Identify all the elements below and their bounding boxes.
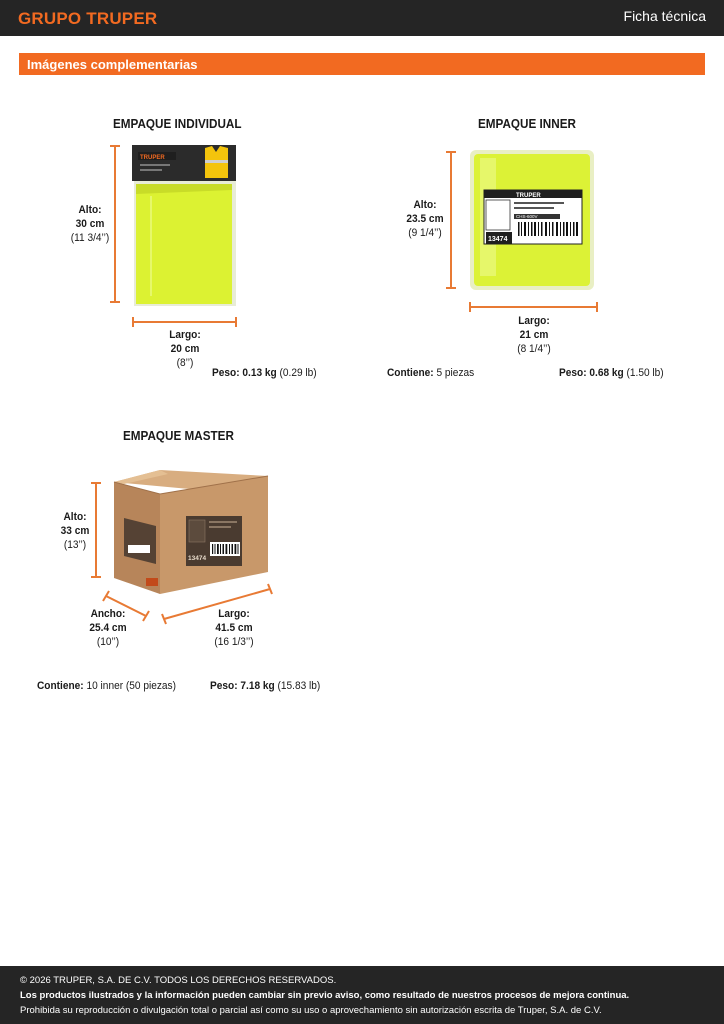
individual-peso-metric: 0.13 kg — [242, 367, 277, 379]
master-peso-imperial: (15.83 lb) — [277, 680, 321, 692]
individual-peso-label: Peso: — [212, 367, 240, 379]
master-contiene-label: Contiene: — [37, 680, 84, 692]
master-alto-label: Alto: — [63, 511, 87, 523]
master-largo-imperial: (16 1/3’’) — [214, 636, 254, 648]
individual-alto — [64, 203, 116, 245]
master-largo-metric: 41.5 cm — [215, 622, 253, 634]
individual-package-title: EMPAQUE INDIVIDUAL — [113, 116, 242, 131]
inner-contiene-label: Contiene: — [387, 367, 434, 379]
inner-label-code: 13474 — [488, 236, 508, 243]
document-type: Ficha técnica — [623, 8, 706, 24]
individual-alto-metric: 30 cm — [75, 218, 105, 230]
footer-legal: Prohibida su reproducción o divulgación total o parcial así como su uso o aprovechamiento sin autorización escrita de Truper, S.A. de C.V. — [20, 1005, 602, 1016]
individual-peso-imperial: (0.29 lb) — [279, 367, 317, 379]
footer — [0, 966, 724, 1024]
section-title: Imágenes complementarias — [27, 57, 198, 72]
inner-largo-label: Largo: — [518, 315, 550, 327]
inner-peso-imperial: (1.50 lb) — [626, 367, 664, 379]
master-alto — [48, 510, 101, 552]
individual-largo-dimension-line — [133, 317, 236, 327]
master-contiene-value: 10 inner (50 piezas) — [86, 680, 176, 692]
inner-alto-label: Alto: — [413, 199, 437, 211]
master-largo-label: Largo: — [218, 608, 250, 620]
master-package-title: EMPAQUE MASTER — [123, 428, 234, 443]
inner-peso-metric: 0.68 kg — [589, 367, 624, 379]
inner-alto-imperial: (9 1/4’’) — [408, 227, 442, 239]
footer-copyright: © 2026 TRUPER, S.A. DE C.V. TODOS LOS DERECHOS RESERVADOS. — [20, 975, 337, 986]
inner-largo — [505, 314, 562, 356]
inner-alto-metric: 23.5 cm — [406, 213, 444, 225]
inner-contiene — [387, 367, 474, 379]
inner-alto — [398, 198, 451, 240]
inner-label-brand: TRUPER — [516, 193, 541, 199]
inner-largo-metric: 21 cm — [519, 329, 549, 341]
inner-package-title: EMPAQUE INNER — [478, 116, 576, 131]
master-box-image — [114, 470, 268, 594]
master-ancho-label: Ancho: — [90, 608, 126, 620]
master-alto-imperial: (13’’) — [63, 539, 87, 551]
inner-package-image — [470, 150, 594, 290]
inner-largo-imperial: (8 1/4’’) — [517, 343, 551, 355]
individual-package-image — [132, 145, 236, 306]
master-alto-metric: 33 cm — [60, 525, 90, 537]
individual-label-brand: TRUPER — [140, 155, 165, 161]
footer-notice: Los productos ilustrados y la información pueden cambiar sin previo aviso, como resultado de nuestros procesos de mejora continua. — [20, 990, 630, 1001]
master-peso — [210, 680, 320, 692]
inner-largo-dimension-line — [470, 302, 597, 312]
master-ancho — [79, 607, 138, 649]
individual-peso — [212, 367, 317, 379]
master-peso-label: Peso: — [210, 680, 238, 692]
individual-largo-imperial: (8’’) — [176, 357, 194, 369]
inner-peso-label: Peso: — [559, 367, 587, 379]
individual-alto-label: Alto: — [78, 204, 102, 216]
inner-contiene-value: 5 piezas — [436, 367, 475, 379]
master-contiene — [37, 680, 176, 692]
individual-largo-label: Largo: — [169, 329, 201, 341]
master-ancho-metric: 25.4 cm — [89, 622, 127, 634]
master-label-code: 13474 — [188, 555, 207, 562]
master-largo — [205, 607, 264, 649]
individual-largo-metric: 20 cm — [170, 343, 200, 355]
master-ancho-imperial: (10’’) — [96, 636, 120, 648]
inner-peso — [559, 367, 664, 379]
inner-label-model: CHS-600V — [516, 214, 538, 219]
individual-largo — [157, 328, 212, 370]
brand-logo: GRUPO TRUPER — [18, 9, 158, 28]
master-peso-metric: 7.18 kg — [240, 680, 275, 692]
individual-alto-imperial: (11 3/4’’) — [70, 232, 110, 244]
